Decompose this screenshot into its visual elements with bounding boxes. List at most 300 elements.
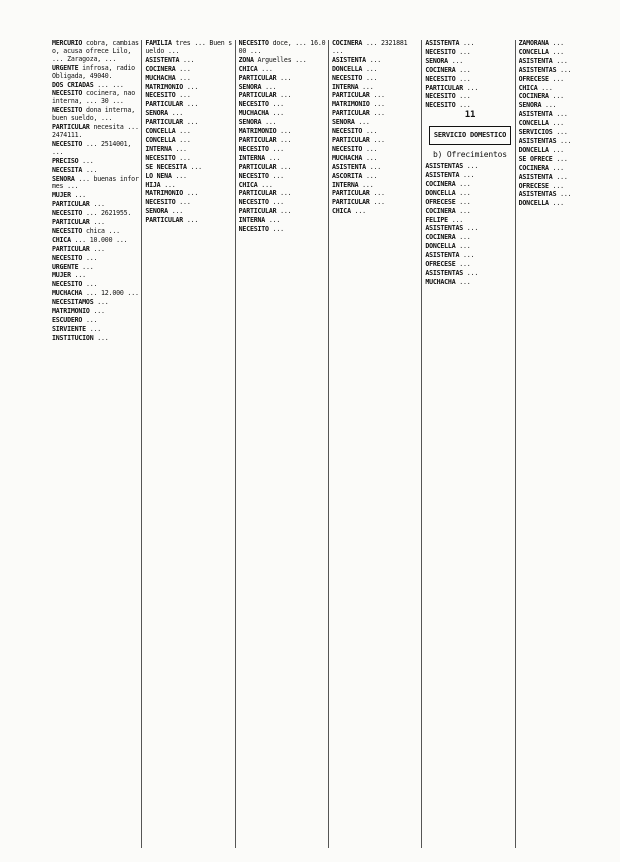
ad-text: ...	[280, 127, 292, 136]
classified-ad	[425, 208, 514, 216]
classified-ad	[239, 75, 328, 83]
ad-keyword: NECESITO	[145, 91, 176, 100]
ad-text: ...	[186, 216, 199, 225]
ad-keyword: PARTICULAR	[52, 218, 90, 227]
ad-keyword: NECESITO	[145, 198, 176, 207]
classified-ad	[52, 272, 141, 280]
ad-text: ...	[373, 100, 385, 109]
ad-keyword: DOS CRIADAS	[52, 80, 94, 89]
column-2	[145, 40, 235, 848]
classified-ad	[519, 174, 608, 182]
ad-text: ...	[261, 180, 273, 189]
ad-keyword: ASISTENTA	[331, 55, 366, 64]
ad-text: ...	[179, 64, 191, 73]
ad-keyword: SENORA	[331, 118, 355, 127]
ad-text: ...	[459, 260, 471, 269]
ad-keyword: NECESITO	[331, 73, 363, 82]
ad-text: ...	[459, 179, 471, 188]
ad-text: ... ...	[97, 80, 124, 89]
ad-text: ...	[354, 207, 366, 216]
ad-text: ...	[463, 170, 475, 179]
classified-ad	[145, 164, 234, 172]
section-heading-box: SERVICIO DOMESTICO	[429, 126, 510, 145]
classified-ad	[332, 137, 421, 145]
classified-ad	[52, 167, 141, 175]
ad-keyword: MUCHACHA	[52, 289, 83, 298]
classified-ad	[519, 120, 608, 128]
ad-keyword: ZAMORANA	[518, 40, 549, 47]
ad-keyword: NECESITO	[145, 153, 176, 162]
ad-text: ...	[556, 56, 568, 65]
classified-ad	[425, 234, 514, 242]
ad-keyword: ASISTENTA	[518, 172, 553, 181]
classified-ad	[52, 317, 141, 325]
ad-text: ...	[280, 73, 292, 82]
ad-keyword: NECESITO	[331, 144, 363, 153]
ad-keyword: ASISTENTA	[518, 56, 553, 65]
ad-text: ...	[373, 135, 385, 144]
column-3	[239, 40, 329, 848]
ad-keyword: OFRECESE	[425, 197, 456, 206]
classified-ad	[145, 155, 234, 163]
ad-keyword: NECESITO	[238, 171, 269, 180]
ad-text: ...	[164, 180, 176, 189]
classified-ad	[332, 92, 421, 100]
ad-keyword: FELIPE	[425, 215, 448, 224]
classified-ad	[519, 156, 608, 164]
classified-ad	[425, 217, 514, 225]
ad-text: cobra, cambiaso, acusa ofrece Lilo, ... Zaragoza, ...	[52, 40, 139, 63]
classified-ad	[52, 192, 141, 200]
ad-keyword: MUCHACHA	[331, 153, 363, 162]
ad-text: ...	[171, 207, 184, 216]
ad-keyword: NECESITO	[238, 198, 269, 207]
classified-ad	[52, 326, 141, 334]
classified-ad	[332, 75, 421, 83]
ad-text: ...	[261, 64, 273, 73]
classified-ad	[519, 165, 608, 173]
ad-keyword: INTERNA	[331, 82, 359, 91]
classified-ad	[52, 107, 141, 123]
ad-keyword: MERCURIO	[52, 40, 83, 47]
ad-text: ...	[265, 82, 277, 91]
ad-text: ...	[280, 189, 292, 198]
classified-ad	[332, 199, 421, 207]
classified-ad	[332, 101, 421, 109]
ad-text: ...	[175, 144, 187, 153]
ad-text: ...	[552, 92, 564, 101]
classified-ad	[52, 290, 141, 298]
classified-ad	[425, 163, 514, 171]
ad-text: ...	[85, 316, 98, 324]
classified-ad	[425, 85, 514, 93]
ad-keyword: ASISTENTA	[331, 162, 366, 171]
classified-ad	[239, 146, 328, 154]
ad-keyword: PARTICULAR	[331, 109, 370, 118]
ad-keyword: CHICA	[238, 64, 258, 73]
ad-text: cocinera, nao interna, ... 30 ...	[52, 89, 135, 106]
ad-keyword: PARTICULAR	[238, 207, 277, 216]
ad-keyword: NECESITA	[52, 165, 83, 174]
ad-keyword: COCINERA	[425, 206, 456, 215]
ad-keyword: NECESITO	[425, 47, 456, 56]
ad-keyword: PARTICULAR	[238, 135, 277, 144]
ad-text: Arguelles ...	[257, 55, 307, 64]
ad-text: ...	[466, 162, 479, 171]
ad-keyword: COCINERA	[518, 163, 549, 172]
ad-keyword: SENORA	[145, 207, 168, 216]
ad-keyword: NECESITO	[331, 127, 363, 136]
classified-ad	[519, 76, 608, 84]
classified-ad	[239, 137, 328, 145]
ad-keyword: NECESITO	[238, 225, 269, 234]
ad-keyword: SE NECESITA	[145, 162, 187, 171]
classified-ad	[239, 226, 328, 234]
ad-keyword: NECESITO	[425, 101, 456, 110]
ad-keyword: NECESITO	[52, 253, 83, 262]
classified-ad	[332, 190, 421, 198]
ad-text: ...	[362, 82, 374, 91]
ad-keyword: ASISTENTA	[425, 40, 460, 47]
ad-text: ...	[82, 156, 94, 165]
ad-text: ...	[89, 324, 102, 333]
ad-keyword: ASISTENTAS	[518, 65, 557, 74]
classified-ad	[332, 119, 421, 127]
classified-ad	[52, 40, 141, 64]
classified-ad	[145, 217, 234, 225]
classified-ad	[519, 85, 608, 93]
classified-ad	[332, 66, 421, 74]
classified-ad	[519, 183, 608, 191]
classified-ad	[52, 335, 141, 343]
classified-columns	[52, 40, 608, 848]
ad-keyword: PRECISO	[52, 156, 79, 165]
ad-text: ...	[365, 153, 378, 162]
ad-text: infrosa, radio Obligada, 49040.	[52, 63, 135, 80]
classified-ad	[145, 40, 234, 56]
ad-text: chica ...	[85, 226, 120, 235]
ad-keyword: MATRIMONIO	[145, 189, 184, 198]
ad-text: ...	[552, 163, 564, 172]
ad-text: ...	[268, 153, 281, 162]
classified-ad	[519, 111, 608, 119]
ad-keyword: NECESITO	[52, 209, 83, 218]
ad-text: ...	[272, 198, 284, 207]
ad-keyword: CONCELLA	[518, 47, 549, 56]
classified-ad	[332, 155, 421, 163]
ad-text: ...	[365, 171, 378, 180]
ad-keyword: INTERNA	[145, 144, 172, 153]
ad-text: ...	[369, 55, 382, 64]
ad-text: ...	[459, 92, 471, 101]
classified-ad	[145, 173, 234, 181]
ad-text: ...	[541, 83, 553, 92]
ad-keyword: PARTICULAR	[52, 123, 90, 132]
ad-keyword: ASISTENTAS	[425, 162, 464, 171]
ad-keyword: INTERNA	[331, 180, 359, 189]
ad-keyword: COCINERA	[145, 64, 176, 73]
ad-keyword: URGENTE	[52, 262, 79, 271]
ad-text: ...	[459, 242, 471, 251]
ad-keyword: URGENTE	[52, 63, 79, 72]
ad-keyword: NECESITO	[425, 74, 456, 83]
ad-text: ...	[466, 224, 479, 233]
classified-ad	[145, 66, 234, 74]
ad-text: ...	[280, 91, 292, 100]
ad-text: ...	[459, 65, 471, 74]
ad-keyword: DONCELLA	[518, 145, 549, 154]
classified-ad	[425, 252, 514, 260]
classified-ad	[145, 146, 234, 154]
ad-keyword: PARTICULAR	[145, 100, 184, 109]
ad-text: ...	[272, 100, 284, 109]
ad-text: ...	[85, 165, 98, 174]
ad-text: ...	[451, 56, 464, 65]
ad-keyword: PARTICULAR	[331, 91, 370, 100]
ad-text: ...	[186, 100, 199, 109]
ad-keyword: NECESITO	[52, 106, 83, 115]
ad-text: tres ... Buen sueldo ...	[145, 40, 233, 55]
ad-text: ...	[365, 64, 378, 73]
ad-keyword: LO NENA	[145, 171, 172, 180]
ad-text: ...	[82, 262, 94, 271]
ad-text: ... buenas informes ...	[52, 174, 139, 191]
classified-ad	[519, 67, 608, 75]
classified-ad	[145, 208, 234, 216]
ad-text: ...	[459, 188, 471, 197]
ad-text: ...	[552, 145, 564, 154]
classified-ad	[239, 155, 328, 163]
ad-text: ...	[552, 119, 564, 128]
ad-keyword: COCINERA	[425, 179, 456, 188]
classified-ad	[52, 201, 141, 209]
ad-keyword: NECESITO	[52, 89, 83, 98]
classified-ad	[425, 199, 514, 207]
ad-text: ...	[560, 136, 572, 145]
ad-text: ...	[545, 101, 557, 110]
ad-keyword: MATRIMONIO	[238, 127, 277, 136]
classified-ad	[519, 138, 608, 146]
ad-text: ...	[369, 162, 382, 171]
ad-text: ...	[268, 216, 281, 225]
ad-text: ...	[552, 74, 564, 83]
ad-text: ...	[365, 73, 378, 82]
classified-ad	[239, 92, 328, 100]
classified-ad	[425, 93, 514, 101]
ad-keyword: OFRECESE	[425, 260, 456, 269]
ad-text: ...	[552, 40, 564, 47]
classified-ad	[519, 102, 608, 110]
ad-keyword: PARTICULAR	[331, 135, 370, 144]
classified-ad	[145, 101, 234, 109]
classified-ad	[239, 40, 328, 56]
ad-text: ...	[373, 91, 385, 100]
ad-text: ...	[459, 277, 471, 286]
classified-ad	[425, 40, 514, 48]
classified-ad	[145, 75, 234, 83]
classified-ad	[239, 190, 328, 198]
ad-text: ...	[365, 127, 378, 136]
classified-ad	[239, 57, 328, 65]
classified-ad	[239, 217, 328, 225]
ad-text: ... 10.000 ...	[74, 235, 128, 244]
ad-text: necesita ... 2474111.	[52, 123, 139, 139]
ad-keyword: PARTICULAR	[238, 91, 277, 100]
ad-keyword: NECESITO	[238, 40, 269, 47]
ad-keyword: NECESITAMOS	[52, 298, 94, 307]
ad-keyword: ASISTENTA	[425, 170, 460, 179]
ad-text: ...	[463, 40, 475, 47]
classified-ad	[239, 208, 328, 216]
classified-ad	[239, 173, 328, 181]
ad-text: ...	[560, 190, 572, 199]
ad-keyword: ASISTENTAS	[425, 268, 464, 277]
ad-keyword: INTERNA	[238, 216, 266, 225]
classified-ad	[145, 182, 234, 190]
ad-keyword: ASISTENTAS	[518, 190, 557, 199]
classified-ad	[52, 308, 141, 316]
ad-text: ...	[85, 280, 98, 289]
ad-text: ...	[373, 198, 385, 207]
ad-keyword: DONCELLA	[331, 64, 363, 73]
ad-text: ...	[459, 101, 471, 110]
classified-ad	[52, 90, 141, 106]
classified-ad	[239, 199, 328, 207]
column-5	[425, 40, 515, 848]
ad-text: ... 2321881 ...	[331, 40, 408, 55]
ad-text: ...	[459, 47, 471, 56]
classified-ad	[425, 58, 514, 66]
ad-keyword: OFRECESE	[518, 181, 549, 190]
ad-text: ...	[74, 191, 86, 200]
ad-keyword: SENORA	[425, 56, 448, 65]
ad-text: ...	[358, 118, 370, 127]
classified-ad	[145, 128, 234, 136]
ad-keyword: PARTICULAR	[145, 216, 184, 225]
classified-ad	[145, 137, 234, 145]
ad-keyword: ASCORITA	[331, 171, 363, 180]
ad-text: ...	[186, 189, 199, 198]
ad-keyword: ZONA	[238, 55, 254, 64]
column-5-top-entries	[425, 40, 514, 110]
ad-keyword: MATRIMONIO	[52, 307, 90, 316]
column-5-bottom-entries	[425, 163, 514, 287]
classified-ad	[239, 128, 328, 136]
ad-text: ...	[556, 110, 568, 119]
ad-keyword: ASISTENTA	[425, 251, 460, 260]
ad-keyword: CHICA	[238, 180, 258, 189]
classified-ad	[519, 147, 608, 155]
ad-keyword: SIRVIENTE	[52, 324, 86, 333]
classified-ad	[145, 199, 234, 207]
ad-keyword: ESCUDERO	[52, 316, 83, 324]
ad-keyword: NECESITO	[238, 144, 269, 153]
ad-keyword: NECESITO	[52, 226, 83, 235]
ad-keyword: PARTICULAR	[425, 83, 464, 92]
ad-keyword: PARTICULAR	[238, 189, 277, 198]
ad-text: dona interna, buen sueldo, ...	[52, 106, 135, 123]
ad-text: ...	[171, 109, 184, 118]
ad-text: ...	[74, 271, 86, 280]
classified-ad	[52, 219, 141, 227]
ad-keyword: INTERNA	[238, 153, 266, 162]
ad-text: ...	[179, 153, 191, 162]
classified-ad	[332, 146, 421, 154]
ad-text: ...	[556, 172, 568, 181]
ad-keyword: CHICA	[52, 235, 71, 244]
ad-text: ... 12.000 ...	[85, 289, 139, 298]
classified-ad	[425, 270, 514, 278]
classified-ad	[52, 255, 141, 263]
ad-text: ...	[186, 82, 199, 91]
classified-ad	[145, 119, 234, 127]
ad-text: ... 2621955.	[85, 209, 132, 218]
ad-keyword: DONCELLA	[518, 199, 549, 208]
ad-text: ...	[93, 307, 105, 316]
ad-text: ...	[272, 225, 284, 234]
ad-text: ...	[466, 83, 479, 92]
ad-keyword: MUCHACHA	[238, 109, 269, 118]
classified-ad	[425, 243, 514, 251]
ad-text: ...	[265, 118, 277, 127]
ad-text: ...	[93, 200, 105, 209]
ad-keyword: PARTICULAR	[145, 118, 184, 127]
ad-keyword: ASISTENTA	[518, 110, 553, 119]
ad-keyword: MUJER	[52, 271, 71, 280]
classified-ad	[519, 93, 608, 101]
classified-ad	[332, 164, 421, 172]
ad-keyword: CHICA	[331, 207, 351, 216]
ad-keyword: DONCELLA	[425, 188, 456, 197]
classified-ad	[239, 110, 328, 118]
ad-keyword: MUCHACHA	[145, 73, 176, 82]
classified-ad	[332, 57, 421, 65]
classified-ad	[332, 110, 421, 118]
classified-ad	[145, 57, 234, 65]
section-number: 11	[464, 110, 476, 121]
classified-ad	[239, 119, 328, 127]
ad-text: ...	[560, 65, 572, 74]
ad-text: ...	[552, 181, 564, 190]
classified-ad	[519, 49, 608, 57]
ad-keyword: PARTICULAR	[331, 198, 370, 207]
ad-text: ...	[175, 171, 187, 180]
classified-ad	[332, 182, 421, 190]
ad-keyword: OFRECESE	[518, 74, 549, 83]
ad-keyword: CONCELLA	[145, 135, 176, 144]
ad-keyword: HIJA	[145, 180, 161, 189]
ad-keyword: COCINERA	[425, 65, 456, 74]
ad-keyword: PARTICULAR	[238, 73, 277, 82]
classified-ad	[332, 208, 421, 216]
ad-keyword: SE OFRECE	[518, 154, 553, 163]
column-1	[52, 40, 142, 848]
ad-keyword: MUCHACHA	[425, 277, 456, 286]
column-4	[332, 40, 422, 848]
classified-ad	[52, 124, 141, 140]
ad-keyword: PARTICULAR	[52, 244, 90, 253]
ad-keyword: SENORA	[238, 82, 262, 91]
classified-ad	[52, 141, 141, 157]
ad-text: ...	[85, 253, 98, 262]
ad-keyword: COCINERA	[425, 233, 456, 242]
classified-ad	[52, 158, 141, 166]
ad-text: ...	[365, 144, 378, 153]
ad-keyword: NECESITO	[238, 100, 269, 109]
ad-text: ...	[556, 154, 568, 163]
ad-text: ...	[451, 215, 464, 224]
classified-ad	[332, 128, 421, 136]
